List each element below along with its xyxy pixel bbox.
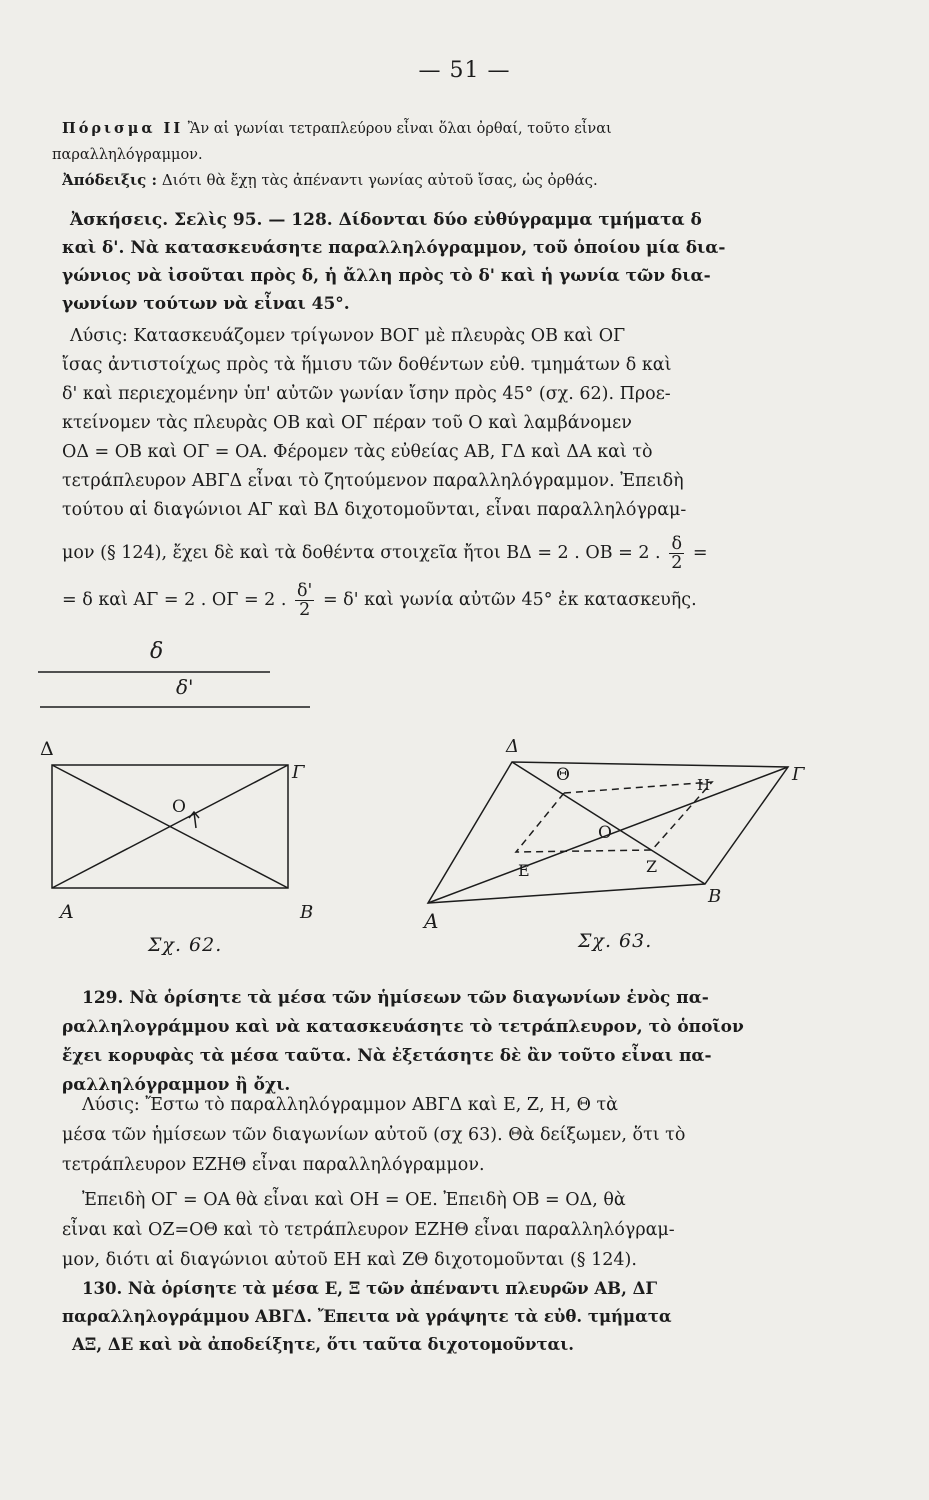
exercise-130-line: παραλληλογράμμου ΑΒΓΔ. Ἔπειτα νὰ γράψητε τὰ εὐθ. τμήματα xyxy=(62,1307,672,1326)
solution-129-line: μέσα τῶν ἡμίσεων τῶν διαγωνίων αὐτοῦ (σχ 63). Θὰ δείξωμεν, ὅτι τὸ xyxy=(62,1125,686,1145)
angle-mark xyxy=(189,812,199,828)
vertex-g: Γ xyxy=(292,762,305,783)
proof-text: Διότι θὰ ἔχῃ τὰς ἀπέναντι γωνίας αὐτοῦ ἴσας, ὡς ὀρθάς. xyxy=(161,171,598,189)
exercise-128-line: καὶ δ'. Νὰ κατασκευάσητε παραλληλόγραμμον, τοῦ ὁποίου μία δια- xyxy=(62,238,726,258)
quadrilateral-ezhth xyxy=(516,782,712,852)
solution-128-line: ΟΔ = ΟΒ καὶ ΟΓ = ΟΑ. Φέρομεν τὰς εὐθείας ΑΒ, ΓΔ καὶ ΔΑ καὶ τὸ xyxy=(62,442,653,462)
label-d: δ xyxy=(150,639,164,664)
fraction-numerator: δ' xyxy=(297,582,313,601)
given-segments xyxy=(38,639,310,707)
vertex-g: Γ xyxy=(792,764,805,785)
exercise-130-line: 130. Νὰ ὁρίσητε τὰ μέσα Ε, Ξ τῶν ἀπέναντι πλευρῶν ΑΒ, ΔΓ xyxy=(82,1279,658,1298)
solution-128-line: ἴσας ἀντιστοίχως πρὸς τὰ ἥμισυ τῶν δοθέντων εὐθ. τμημάτων δ καὶ xyxy=(62,355,672,375)
proof-129 xyxy=(62,1185,814,1275)
exercise-128-line: γωνίων τούτων νὰ εἶναι 45°. xyxy=(62,294,350,314)
vertex-d: Δ xyxy=(40,738,54,760)
solution-129-line: Λύσις: Ἔστω τὸ παραλληλόγραμμον ΑΒΓΔ καὶ Ε, Ζ, Η, Θ τὰ xyxy=(82,1095,618,1115)
exercise-129-line: 129. Νὰ ὁρίσητε τὰ μέσα τῶν ἡμίσεων τῶν διαγωνίων ἑνὸς πα- xyxy=(82,988,709,1008)
vertex-b: Β xyxy=(708,886,722,907)
solution-128-line: τετράπλευρον ΑΒΓΔ εἶναι τὸ ζητούμενον παραλληλόγραμμον. Ἐπειδὴ xyxy=(62,471,684,491)
label-d-prime: δ' xyxy=(176,675,194,699)
exercise-129-line: ἔχει κορυφὰς τὰ μέσα ταῦτα. Νὰ ἐξετάσητε δὲ ἂν τοῦτο εἶναι πα- xyxy=(62,1046,712,1066)
vertex-th: Θ xyxy=(556,765,570,785)
exercise-128-line: γώνιος νὰ ἰσοῦται πρὸς δ, ἡ ἄλλη πρὸς τὸ δ' καὶ ἡ γωνία τῶν δια- xyxy=(62,266,711,286)
figure-62-caption: Σχ. 62. xyxy=(148,934,223,956)
equation-2-start: = δ καὶ ΑΓ = 2 . ΟΓ = 2 . xyxy=(62,590,287,610)
fraction-denominator: 2 xyxy=(671,553,683,572)
page-number: — 51 — xyxy=(418,58,511,83)
equation-2-end: = δ' καὶ γωνία αὐτῶν 45° ἐκ κατασκευῆς. xyxy=(322,590,697,610)
solution-128-line: κτείνομεν τὰς πλευρὰς ΟΒ καὶ ΟΓ πέραν τοῦ Ο καὶ λαμβάνομεν xyxy=(62,413,632,433)
vertex-d: Δ xyxy=(506,736,519,757)
proof-129-line: εἶναι καὶ ΟΖ=ΟΘ καὶ τὸ τετράπλευρον ΕΖΗΘ εἶναι παραλληλόγραμ- xyxy=(62,1220,675,1240)
porisma-label: Πόρισμα ΙΙ xyxy=(62,120,184,137)
vertex-z: Ζ xyxy=(646,857,658,876)
vertex-b: Β xyxy=(300,902,314,923)
vertex-h: Η xyxy=(697,776,711,794)
exercise-130-line: ΑΞ, ΔΕ καὶ νὰ ἀποδείξητε, ὅτι ταῦτα διχοτομοῦνται. xyxy=(72,1335,574,1354)
porisma-cont: παραλληλόγραμμον. xyxy=(52,147,203,163)
equation-1-end: = xyxy=(692,543,708,563)
figure-62 xyxy=(40,738,313,923)
solution-128-line: τούτου αἱ διαγώνιοι ΑΓ καὶ ΒΔ διχοτομοῦνται, εἶναι παραλληλόγραμ- xyxy=(62,500,687,520)
exercise-129-line: ραλληλόγραμμον ἢ ὄχι. xyxy=(62,1075,291,1095)
exercise-130 xyxy=(62,1275,814,1359)
proof-label: Ἀπόδειξις : xyxy=(62,171,158,189)
exercise-129 xyxy=(62,984,814,1100)
solution-129-line: τετράπλευρον ΕΖΗΘ εἶναι παραλληλόγραμμον. xyxy=(62,1155,485,1175)
vertex-a: Α xyxy=(424,909,439,933)
porisma-text: Ἂν αἱ γωνίαι τετραπλεύρου εἶναι ὅλαι ὀρθαί, τοῦτο εἶναι xyxy=(187,121,612,137)
vertex-o: Ο xyxy=(172,797,186,817)
vertex-a: Α xyxy=(60,901,74,923)
fraction-numerator: δ xyxy=(669,535,684,554)
proof-129-line: μον, διότι αἱ διαγώνιοι αὐτοῦ ΕΗ καὶ ΖΘ διχοτομοῦνται (§ 124). xyxy=(62,1250,637,1270)
proof-129-line: Ἐπειδὴ ΟΓ = ΟΑ θὰ εἶναι καὶ ΟΗ = ΟΕ. Ἐπειδὴ ΟΒ = ΟΔ, θὰ xyxy=(82,1190,626,1210)
figure-63-caption: Σχ. 63. xyxy=(578,930,653,952)
exercise-128-line: Ἀσκήσεις. Σελὶς 95. — 128. Δίδονται δύο εὐθύγραμμα τμήματα δ xyxy=(70,210,702,230)
solution-128-line: δ' καὶ περιεχομένην ὑπ' αὐτῶν γωνίαν ἴσην πρὸς 45° (σχ. 62). Προε- xyxy=(62,384,671,404)
exercise-129-line: ραλληλογράμμου καὶ νὰ κατασκευάσητε τὸ τετράπλευρον, τὸ ὁποῖον xyxy=(62,1017,744,1037)
equation-1-text: μον (§ 124), ἔχει δὲ καὶ τὰ δοθέντα στοιχεῖα ἤτοι ΒΔ = 2 . ΟΒ = 2 . xyxy=(62,543,661,563)
solution-129 xyxy=(62,1090,814,1180)
solution-128-line: Λύσις: Κατασκευάζομεν τρίγωνον ΒΟΓ μὲ πλευρὰς ΟΒ καὶ ΟΓ xyxy=(70,326,626,346)
vertex-o: Ο xyxy=(598,823,612,843)
fraction-denominator: 2 xyxy=(299,600,311,619)
vertex-e: Ε xyxy=(518,861,530,880)
figure-63 xyxy=(422,736,806,933)
